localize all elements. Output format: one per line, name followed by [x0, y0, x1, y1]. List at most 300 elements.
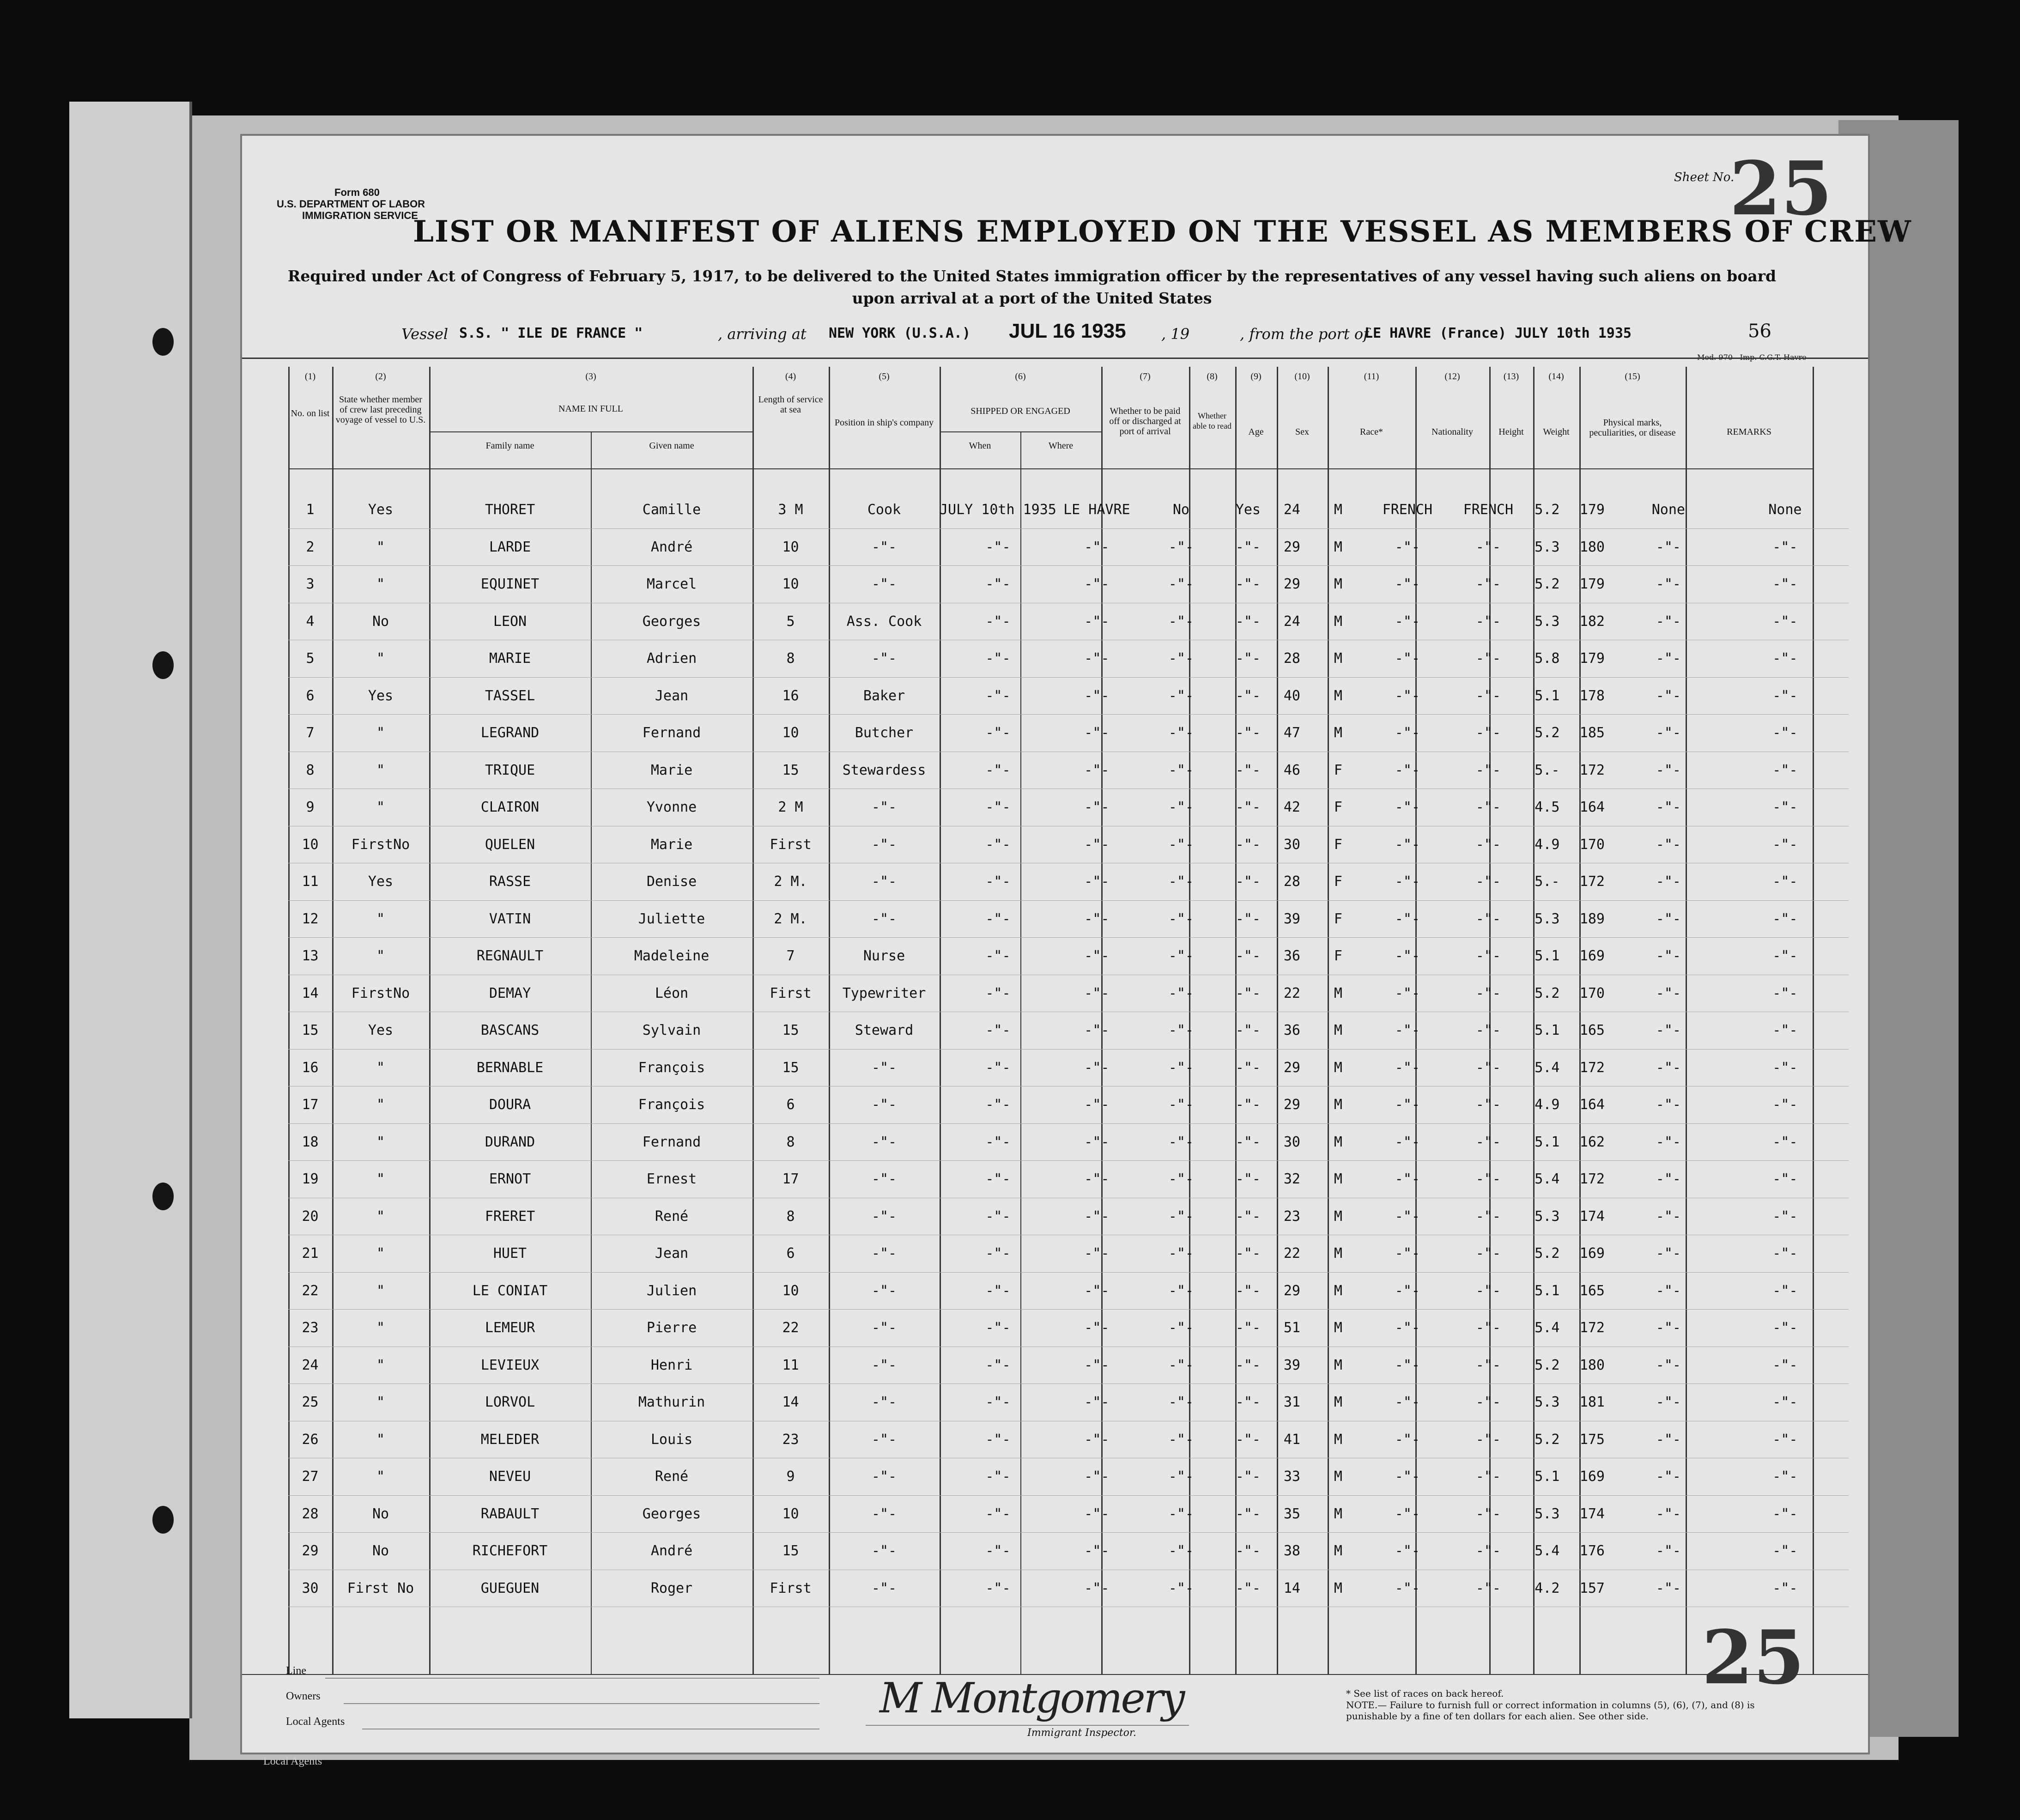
sex-cell: M [1313, 491, 1364, 528]
remarks-cell: -"- [1722, 566, 1849, 603]
length-of-service-cell: 10 [752, 715, 829, 752]
age-cell: 32 [1271, 1161, 1313, 1198]
col-header-where: Where [1048, 441, 1074, 451]
sex-cell: M [1313, 1458, 1364, 1496]
row-number-cell: 19 [288, 1161, 332, 1198]
row-number-cell: 27 [288, 1458, 332, 1496]
from-port-value: LE HAVRE (France) JULY 10th 1935 [1365, 325, 1632, 341]
race-cell: -"- [1364, 1421, 1451, 1458]
physical-marks-cell: -"- [1615, 1495, 1722, 1533]
height-cell: 5.8 [1525, 640, 1569, 678]
nationality-cell: -"- [1451, 975, 1525, 1012]
paid-off-cell: -"- [1137, 603, 1225, 640]
sex-cell: M [1313, 1272, 1364, 1310]
paid-off-cell: -"- [1137, 1198, 1225, 1235]
col-header-nationality: Nationality [1432, 427, 1473, 437]
length-of-service-cell: 8 [752, 640, 829, 678]
length-of-service-cell: 17 [752, 1161, 829, 1198]
sex-cell: M [1313, 677, 1364, 715]
able-to-read-cell: -"- [1225, 1161, 1271, 1198]
table-row [288, 900, 1849, 938]
physical-marks-cell: -"- [1615, 1347, 1722, 1384]
physical-marks-cell: -"- [1615, 1235, 1722, 1273]
col-header-weight: Weight [1543, 427, 1570, 437]
age-cell: 36 [1271, 938, 1313, 975]
able-to-read-cell: -"- [1225, 1198, 1271, 1235]
height-cell: 5.- [1525, 752, 1569, 789]
row-number-cell: 16 [288, 1049, 332, 1086]
shipped-where-cell: -"- [1056, 1570, 1137, 1607]
paid-off-cell: -"- [1137, 1123, 1225, 1161]
paid-off-cell: -"- [1137, 715, 1225, 752]
remarks-cell: -"- [1722, 1235, 1849, 1273]
height-cell: 5.1 [1525, 1458, 1569, 1496]
remarks-cell: -"- [1722, 603, 1849, 640]
shipped-where-cell: -"- [1056, 1347, 1137, 1384]
weight-cell: 157 [1569, 1570, 1615, 1607]
paid-off-cell: -"- [1137, 1421, 1225, 1458]
sex-cell: M [1313, 640, 1364, 678]
family-name-cell: RABAULT [429, 1495, 591, 1533]
col-header-remarks: REMARKS [1727, 427, 1771, 437]
physical-marks-cell: -"- [1615, 1049, 1722, 1086]
previous-voyage-cell: " [332, 900, 429, 938]
shipped-when-cell: -"- [940, 1347, 1056, 1384]
race-cell: -"- [1364, 975, 1451, 1012]
weight-cell: 174 [1569, 1198, 1615, 1235]
physical-marks-cell: -"- [1615, 752, 1722, 789]
age-cell: 22 [1271, 975, 1313, 1012]
remarks-cell: -"- [1722, 1012, 1849, 1050]
previous-voyage-cell: " [332, 1049, 429, 1086]
height-cell: 5.1 [1525, 1123, 1569, 1161]
shipped-when-cell: -"- [940, 863, 1056, 901]
col-header-shipped: SHIPPED OR ENGAGED [971, 406, 1070, 416]
age-cell: 14 [1271, 1570, 1313, 1607]
weight-cell: 178 [1569, 677, 1615, 715]
form-number: Form 680 [334, 187, 380, 198]
weight-cell: 180 [1569, 1347, 1615, 1384]
height-cell: 5.4 [1525, 1049, 1569, 1086]
paid-off-cell: -"- [1137, 1533, 1225, 1570]
length-of-service-cell: 15 [752, 752, 829, 789]
able-to-read-cell: -"- [1225, 900, 1271, 938]
length-of-service-cell: 15 [752, 1049, 829, 1086]
able-to-read-cell: -"- [1225, 1310, 1271, 1347]
given-name-cell: Marcel [591, 566, 752, 603]
nationality-cell: -"- [1451, 528, 1525, 566]
position-cell: -"- [829, 1272, 940, 1310]
shipped-where-cell: LE HAVRE [1056, 491, 1137, 528]
age-cell: 51 [1271, 1310, 1313, 1347]
family-name-cell: THORET [429, 491, 591, 528]
weight-cell: 176 [1569, 1533, 1615, 1570]
sex-cell: M [1313, 1570, 1364, 1607]
position-cell: Typewriter [829, 975, 940, 1012]
given-name-cell: François [591, 1049, 752, 1086]
col-header-height: Height [1498, 427, 1524, 437]
position-cell: Ass. Cook [829, 603, 940, 640]
table-row [288, 1458, 1849, 1496]
previous-voyage-cell: " [332, 752, 429, 789]
age-cell: 42 [1271, 789, 1313, 826]
col-num-6: (6) [1015, 371, 1026, 382]
race-cell: -"- [1364, 1012, 1451, 1050]
position-cell: Cook [829, 491, 940, 528]
row-number-cell: 2 [288, 528, 332, 566]
family-name-cell: BASCANS [429, 1012, 591, 1050]
length-of-service-cell: 7 [752, 938, 829, 975]
race-cell: -"- [1364, 938, 1451, 975]
physical-marks-cell: -"- [1615, 603, 1722, 640]
footer-line-field [325, 1678, 819, 1679]
race-cell: -"- [1364, 566, 1451, 603]
race-cell: FRENCH [1364, 491, 1451, 528]
vessel-label: Vessel [401, 325, 449, 343]
page-title: LIST OR MANIFEST OF ALIENS EMPLOYED ON THE VESSEL AS MEMBERS OF CREW [413, 214, 1912, 249]
remarks-cell: -"- [1722, 1049, 1849, 1086]
family-name-cell: LEON [429, 603, 591, 640]
nationality-cell: -"- [1451, 752, 1525, 789]
arrival-date-stamp: JUL 16 1935 [1009, 320, 1126, 342]
position-cell: -"- [829, 1533, 940, 1570]
nationality-cell: -"- [1451, 1123, 1525, 1161]
height-cell: 5.1 [1525, 677, 1569, 715]
given-name-cell: Marie [591, 752, 752, 789]
age-cell: 29 [1271, 566, 1313, 603]
length-of-service-cell: 15 [752, 1533, 829, 1570]
sex-cell: F [1313, 826, 1364, 863]
physical-marks-cell: -"- [1615, 1272, 1722, 1310]
paid-off-cell: -"- [1137, 1384, 1225, 1421]
table-row [288, 1198, 1849, 1235]
nationality-cell: -"- [1451, 677, 1525, 715]
remarks-cell: -"- [1722, 1495, 1849, 1533]
remarks-cell: -"- [1722, 528, 1849, 566]
nationality-cell: -"- [1451, 1049, 1525, 1086]
height-cell: 4.2 [1525, 1570, 1569, 1607]
row-number-cell: 8 [288, 752, 332, 789]
shipped-when-cell: -"- [940, 752, 1056, 789]
footer-races-note: * See list of races on back hereof. [1346, 1688, 1504, 1699]
race-cell: -"- [1364, 752, 1451, 789]
weight-cell: 172 [1569, 1310, 1615, 1347]
table-row [288, 603, 1849, 640]
length-of-service-cell: 23 [752, 1421, 829, 1458]
family-name-cell: REGNAULT [429, 938, 591, 975]
position-cell: -"- [829, 640, 940, 678]
row-number-cell: 15 [288, 1012, 332, 1050]
physical-marks-cell: -"- [1615, 938, 1722, 975]
shipped-where-cell: -"- [1056, 789, 1137, 826]
previous-voyage-cell: No [332, 603, 429, 640]
table-row [288, 566, 1849, 603]
family-name-cell: HUET [429, 1235, 591, 1273]
height-cell: 5.4 [1525, 1161, 1569, 1198]
given-name-cell: Roger [591, 1570, 752, 1607]
weight-cell: 179 [1569, 566, 1615, 603]
col-num-13: (13) [1503, 371, 1519, 382]
given-name-cell: Ernest [591, 1161, 752, 1198]
position-cell: -"- [829, 566, 940, 603]
remarks-cell: -"- [1722, 1533, 1849, 1570]
shipped-when-cell: -"- [940, 1049, 1056, 1086]
weight-cell: 179 [1569, 491, 1615, 528]
previous-voyage-cell: " [332, 1272, 429, 1310]
paid-off-cell: -"- [1137, 863, 1225, 901]
length-of-service-cell: First [752, 1570, 829, 1607]
position-cell: -"- [829, 789, 940, 826]
paid-off-cell: -"- [1137, 528, 1225, 566]
age-cell: 40 [1271, 677, 1313, 715]
physical-marks-cell: -"- [1615, 1086, 1722, 1124]
family-name-cell: VATIN [429, 900, 591, 938]
shipped-where-cell: -"- [1056, 1049, 1137, 1086]
family-name-cell: LE CONIAT [429, 1272, 591, 1310]
binding-hole [152, 651, 174, 679]
row-number-cell: 25 [288, 1384, 332, 1421]
previous-voyage-cell: " [332, 1384, 429, 1421]
able-to-read-cell: -"- [1225, 1347, 1271, 1384]
shipped-when-cell: -"- [940, 566, 1056, 603]
table-row [288, 1495, 1849, 1533]
length-of-service-cell: 8 [752, 1123, 829, 1161]
footer-owners-field [344, 1703, 819, 1704]
nationality-cell: -"- [1451, 1384, 1525, 1421]
row-number-cell: 23 [288, 1310, 332, 1347]
family-name-cell: FRERET [429, 1198, 591, 1235]
footer-line-label: Line [286, 1665, 306, 1677]
table-row [288, 1086, 1849, 1124]
shipped-when-cell: -"- [940, 1086, 1056, 1124]
shipped-when-cell: -"- [940, 1495, 1056, 1533]
nationality-cell: -"- [1451, 1272, 1525, 1310]
remarks-cell: -"- [1722, 640, 1849, 678]
age-cell: 38 [1271, 1533, 1313, 1570]
able-to-read-cell: -"- [1225, 1570, 1271, 1607]
paid-off-cell: -"- [1137, 1458, 1225, 1496]
shipped-when-cell: -"- [940, 826, 1056, 863]
race-cell: -"- [1364, 1347, 1451, 1384]
length-of-service-cell: 3 M [752, 491, 829, 528]
table-row [288, 938, 1849, 975]
given-name-cell: André [591, 528, 752, 566]
family-name-cell: LORVOL [429, 1384, 591, 1421]
page-subtitle: Required under Act of Congress of February 5, 1917, to be delivered to the United States immigration officer by the representatives of any vessel having such aliens on board upon arrival at a port of the United States [287, 267, 1777, 307]
previous-voyage-cell: " [332, 528, 429, 566]
remarks-cell: -"- [1722, 1310, 1849, 1347]
height-cell: 5.3 [1525, 900, 1569, 938]
shipped-when-cell: -"- [940, 677, 1056, 715]
age-cell: 36 [1271, 1012, 1313, 1050]
weight-cell: 181 [1569, 1384, 1615, 1421]
shipped-when-cell: -"- [940, 603, 1056, 640]
shipped-where-cell: -"- [1056, 1458, 1137, 1496]
row-number-cell: 7 [288, 715, 332, 752]
col-header-position: Position in ship's company [834, 418, 934, 428]
inspector-signature: M Montgomery [880, 1674, 1183, 1723]
remarks-cell: -"- [1722, 975, 1849, 1012]
paid-off-cell: -"- [1137, 1049, 1225, 1086]
nationality-cell: -"- [1451, 1012, 1525, 1050]
height-cell: 4.5 [1525, 789, 1569, 826]
shipped-where-cell: -"- [1056, 566, 1137, 603]
col-header-able-to-read: Whether able to read [1193, 411, 1231, 431]
height-cell: 5.1 [1525, 1272, 1569, 1310]
table-row [288, 528, 1849, 566]
shipped-when-cell: -"- [940, 1570, 1056, 1607]
nationality-cell: -"- [1451, 1421, 1525, 1458]
shipped-where-cell: -"- [1056, 1235, 1137, 1273]
shipped-where-cell: -"- [1056, 863, 1137, 901]
weight-cell: 165 [1569, 1012, 1615, 1050]
previous-voyage-cell: No [332, 1533, 429, 1570]
weight-cell: 170 [1569, 826, 1615, 863]
weight-cell: 169 [1569, 1458, 1615, 1496]
shipped-when-cell: -"- [940, 1198, 1056, 1235]
physical-marks-cell: -"- [1615, 1458, 1722, 1496]
physical-marks-cell: -"- [1615, 1123, 1722, 1161]
manifest-sheet [240, 134, 1912, 1754]
able-to-read-cell: -"- [1225, 1272, 1271, 1310]
length-of-service-cell: 2 M. [752, 863, 829, 901]
weight-cell: 182 [1569, 603, 1615, 640]
given-name-cell: Adrien [591, 640, 752, 678]
given-name-cell: René [591, 1198, 752, 1235]
shipped-when-cell: -"- [940, 715, 1056, 752]
length-of-service-cell: 9 [752, 1458, 829, 1496]
height-cell: 4.9 [1525, 1086, 1569, 1124]
nationality-cell: -"- [1451, 900, 1525, 938]
vessel-value: S.S. " ILE DE FRANCE " [459, 325, 643, 341]
form-service: IMMIGRATION SERVICE [302, 210, 418, 221]
race-cell: -"- [1364, 1123, 1451, 1161]
col-header-physical-marks: Physical marks, peculiarities, or disease [1589, 418, 1676, 438]
previous-voyage-cell: " [332, 1458, 429, 1496]
able-to-read-cell: -"- [1225, 826, 1271, 863]
row-number-cell: 26 [288, 1421, 332, 1458]
given-name-cell: André [591, 1533, 752, 1570]
paid-off-cell: -"- [1137, 1495, 1225, 1533]
race-cell: -"- [1364, 1384, 1451, 1421]
weight-cell: 172 [1569, 863, 1615, 901]
shipped-where-cell: -"- [1056, 1272, 1137, 1310]
shipped-where-cell: -"- [1056, 938, 1137, 975]
length-of-service-cell: 2 M [752, 789, 829, 826]
previous-voyage-cell: Yes [332, 863, 429, 901]
length-of-service-cell: 15 [752, 1012, 829, 1050]
col-num-8: (8) [1207, 371, 1218, 382]
weight-cell: 185 [1569, 715, 1615, 752]
physical-marks-cell: -"- [1615, 1570, 1722, 1607]
col-header-given-name: Given name [649, 441, 694, 451]
height-cell: 5.3 [1525, 1198, 1569, 1235]
paid-off-cell: -"- [1137, 1310, 1225, 1347]
height-cell: 5.2 [1525, 566, 1569, 603]
able-to-read-cell: -"- [1225, 789, 1271, 826]
nationality-cell: -"- [1451, 1310, 1525, 1347]
family-name-cell: DOURA [429, 1086, 591, 1124]
remarks-cell: -"- [1722, 1570, 1849, 1607]
physical-marks-cell: -"- [1615, 1161, 1722, 1198]
given-name-cell: René [591, 1458, 752, 1496]
nationality-cell: -"- [1451, 640, 1525, 678]
family-name-cell: NEVEU [429, 1458, 591, 1496]
col-num-2: (2) [375, 371, 386, 382]
row-number-cell: 10 [288, 826, 332, 863]
row-number-cell: 3 [288, 566, 332, 603]
previous-voyage-cell: No [332, 1495, 429, 1533]
col-header-age: Age [1248, 427, 1264, 437]
able-to-read-cell: -"- [1225, 603, 1271, 640]
col-num-4: (4) [785, 371, 796, 382]
sheet-number: 25 [1729, 145, 1832, 232]
family-name-cell: MARIE [429, 640, 591, 678]
weight-cell: 164 [1569, 1086, 1615, 1124]
age-cell: 29 [1271, 1049, 1313, 1086]
position-cell: -"- [829, 1161, 940, 1198]
col-header-race: Race* [1360, 427, 1383, 437]
race-cell: -"- [1364, 900, 1451, 938]
remarks-cell: -"- [1722, 938, 1849, 975]
able-to-read-cell: -"- [1225, 566, 1271, 603]
age-cell: 24 [1271, 603, 1313, 640]
previous-voyage-cell: FirstNo [332, 826, 429, 863]
header-bottom-rule [288, 468, 1813, 469]
table-row [288, 677, 1849, 715]
age-cell: 22 [1271, 1235, 1313, 1273]
row-number-cell: 1 [288, 491, 332, 528]
given-name-cell: Denise [591, 863, 752, 901]
shipped-when-cell: -"- [940, 900, 1056, 938]
age-cell: 35 [1271, 1495, 1313, 1533]
shipped-when-cell: JULY 10th 1935 [940, 491, 1056, 528]
outside-local-agents-label: Local Agents [263, 1755, 322, 1767]
binding-hole [152, 1183, 174, 1210]
length-of-service-cell: 10 [752, 1272, 829, 1310]
able-to-read-cell: -"- [1225, 975, 1271, 1012]
length-of-service-cell: 10 [752, 566, 829, 603]
age-cell: 29 [1271, 528, 1313, 566]
remarks-cell: -"- [1722, 863, 1849, 901]
able-to-read-cell: -"- [1225, 640, 1271, 678]
given-name-cell: Jean [591, 677, 752, 715]
given-name-cell: Pierre [591, 1310, 752, 1347]
row-number-cell: 4 [288, 603, 332, 640]
given-name-cell: Sylvain [591, 1012, 752, 1050]
sex-cell: F [1313, 863, 1364, 901]
physical-marks-cell: None [1615, 491, 1722, 528]
paid-off-cell: -"- [1137, 677, 1225, 715]
age-cell: 29 [1271, 1272, 1313, 1310]
col-num-11: (11) [1364, 371, 1379, 382]
height-cell: 5.3 [1525, 528, 1569, 566]
sex-cell: M [1313, 1012, 1364, 1050]
table-row [288, 826, 1849, 863]
race-cell: -"- [1364, 1272, 1451, 1310]
sex-cell: M [1313, 528, 1364, 566]
previous-voyage-cell: " [332, 1161, 429, 1198]
form-department: U.S. DEPARTMENT OF LABOR [277, 198, 425, 210]
sex-cell: M [1313, 1235, 1364, 1273]
given-name-cell: Louis [591, 1421, 752, 1458]
able-to-read-cell: -"- [1225, 1235, 1271, 1273]
length-of-service-cell: 6 [752, 1235, 829, 1273]
previous-voyage-cell: Yes [332, 491, 429, 528]
table-row [288, 1235, 1849, 1273]
col-num-12: (12) [1444, 371, 1460, 382]
shipped-when-cell: -"- [940, 640, 1056, 678]
